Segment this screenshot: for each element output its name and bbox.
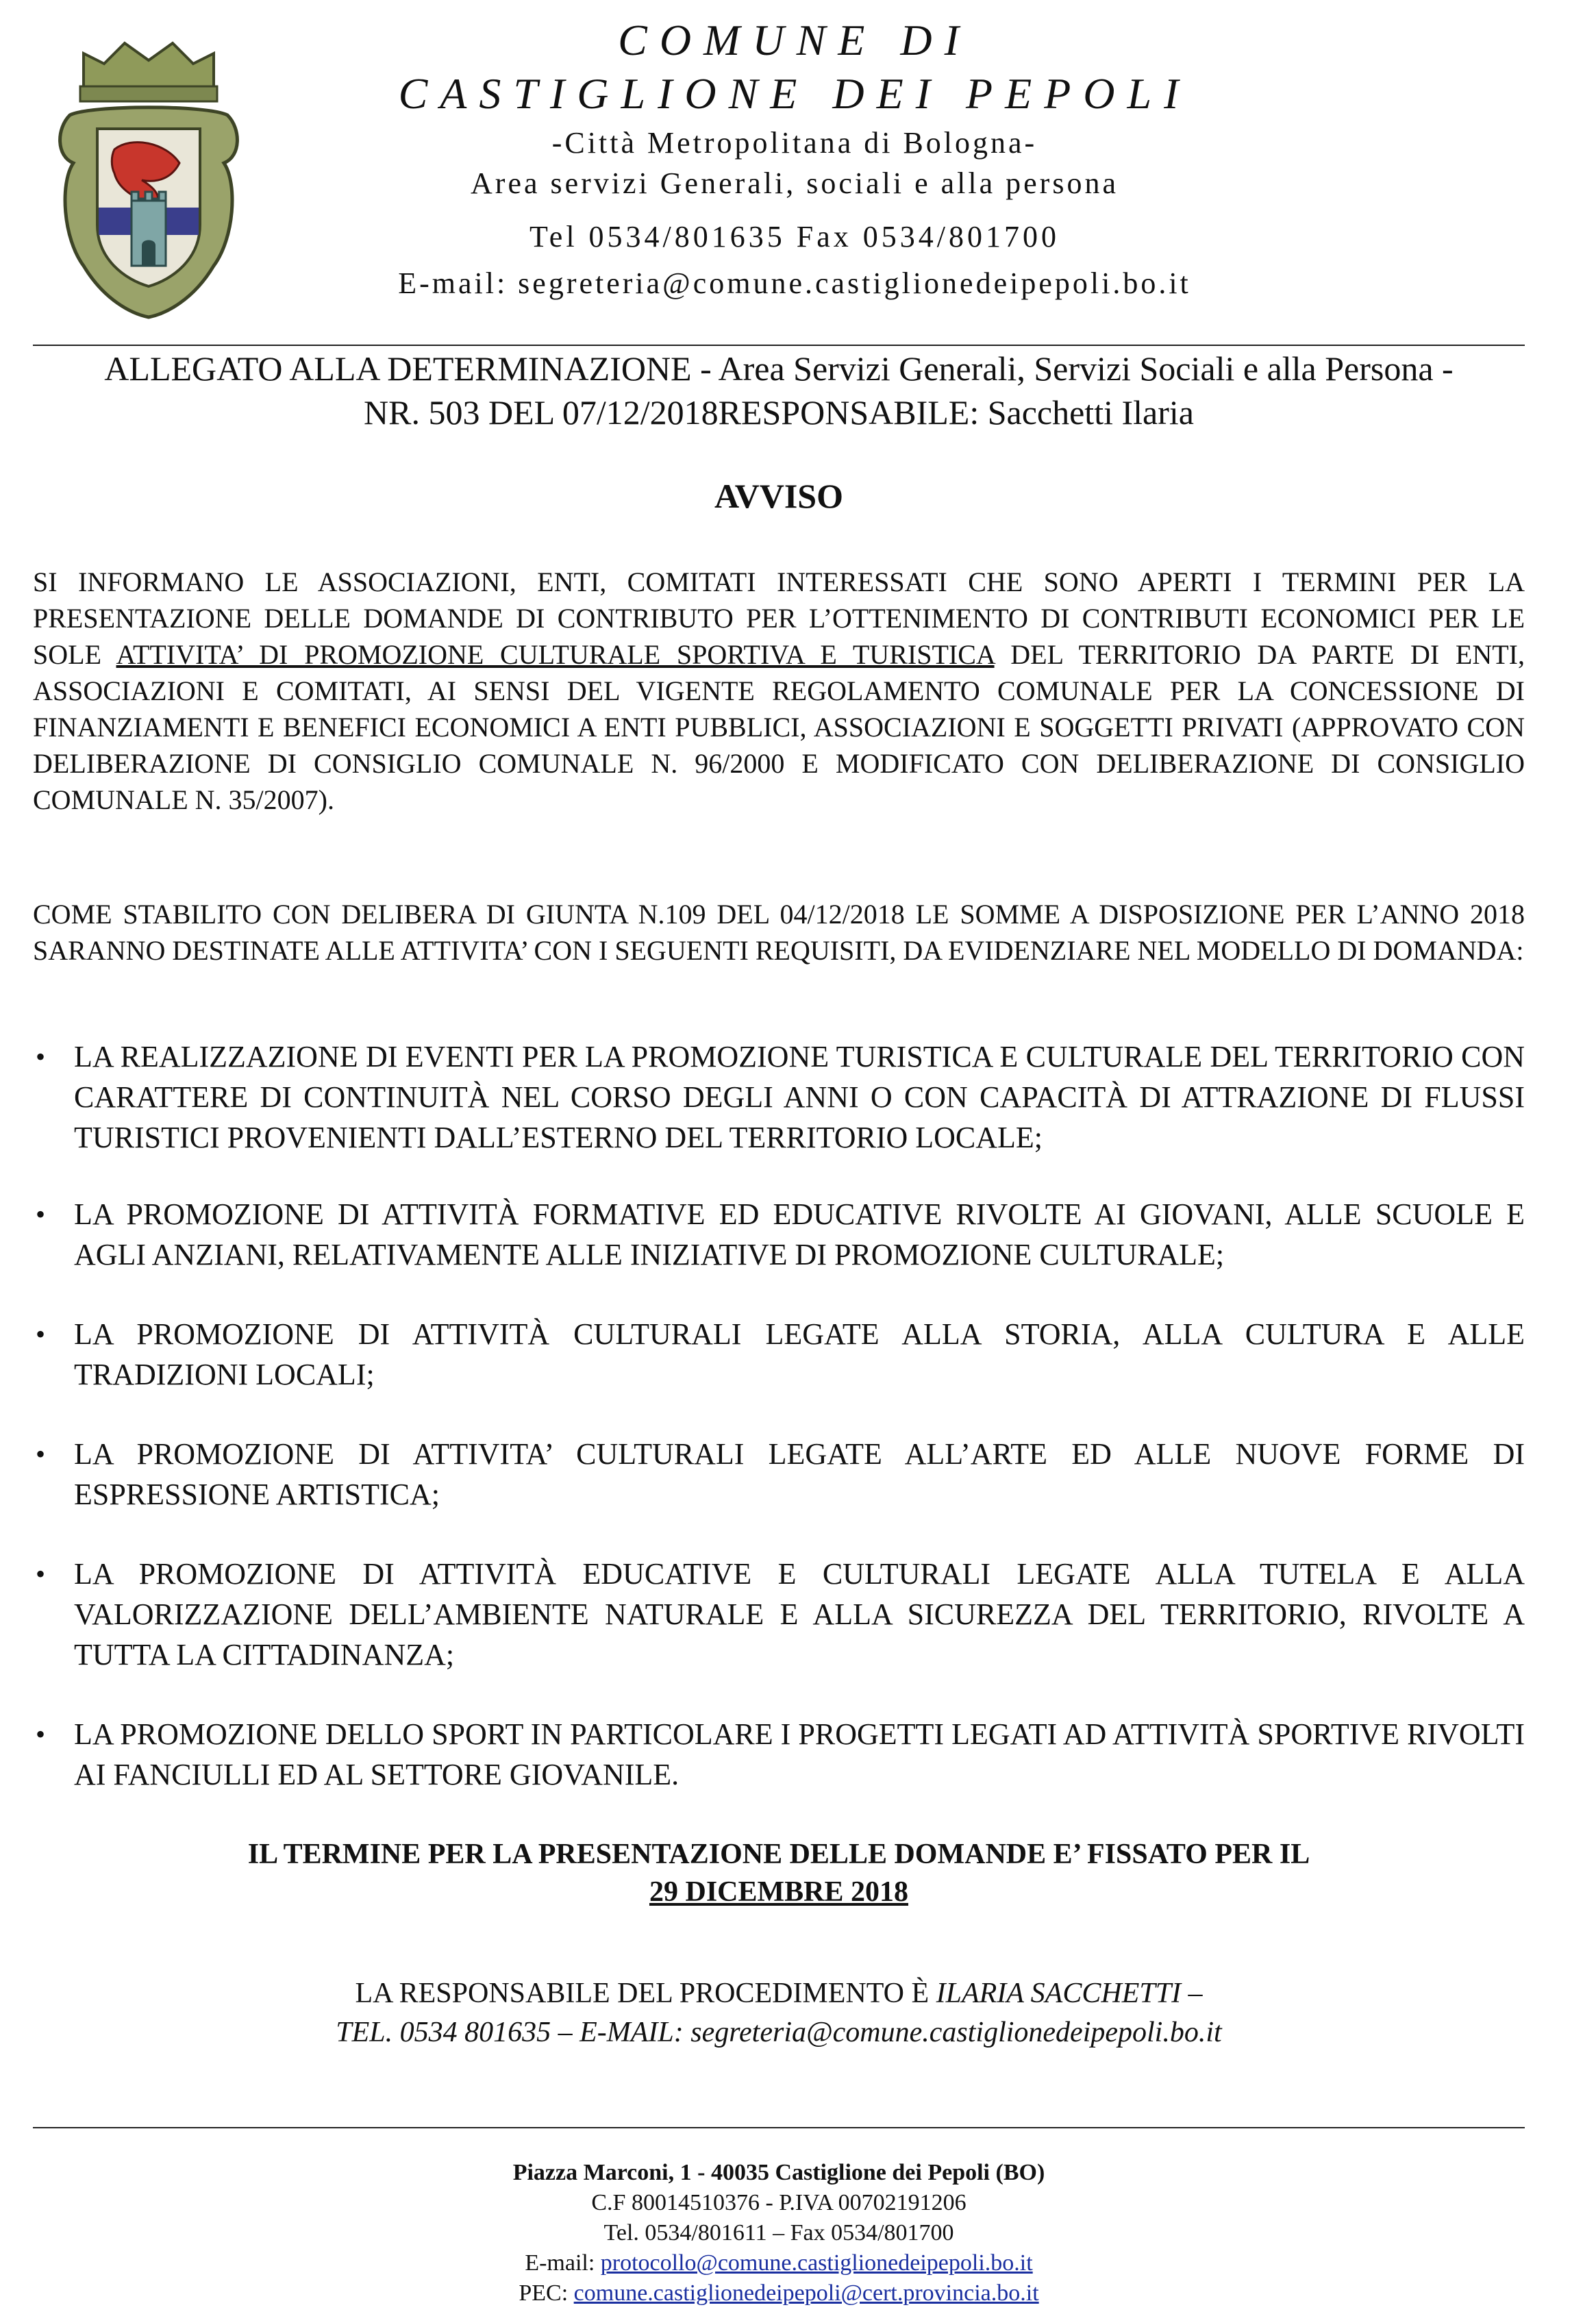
footer-email-label: E-mail:	[525, 2250, 601, 2276]
bullet-icon: •	[36, 1558, 46, 1589]
deadline-notice	[33, 1836, 1525, 1911]
list-item-text: LA PROMOZIONE DELLO SPORT IN PARTICOLARE I PROGETTI LEGATI AD ATTIVITÀ SPORTIVE RIVOLTI AI FANCIULLI ED AL SETTORE GIOVANILE.	[74, 1717, 1525, 1791]
header-divider	[33, 345, 1525, 346]
page-title: AVVISO	[714, 477, 844, 515]
list-item	[33, 1554, 1525, 1675]
header-municipality-name: CASTIGLIONE DEI PEPOLI	[398, 69, 1191, 118]
intro-paragraph	[33, 564, 1525, 818]
footer	[33, 2158, 1525, 2309]
list-item	[33, 1714, 1525, 1795]
responsible-name: ILARIA SACCHETTI –	[936, 1978, 1203, 2009]
header-metro-city: -Città Metropolitana di Bologna-	[551, 126, 1038, 160]
list-item-text: LA PROMOZIONE DI ATTIVITA’ CULTURALI LEGATE ALL’ARTE ED ALLE NUOVE FORME DI ESPRESSIONE ARTISTICA;	[74, 1437, 1525, 1511]
header-email: E-mail: segreteria@comune.castiglionedeipepoli.bo.it	[398, 266, 1191, 300]
footer-pec-link[interactable]: comune.castiglionedeipepoli@cert.provincia.bo.it	[573, 2280, 1039, 2306]
deadline-date: 29 DICEMBRE 2018	[649, 1876, 909, 1908]
list-item-text: LA PROMOZIONE DI ATTIVITÀ FORMATIVE ED EDUCATIVE RIVOLTE AI GIOVANI, ALLE SCUOLE E AGLI ANZIANI, RELATIVAMENTE ALLE INIZIATIVE DI PROMOZIONE CULTURALE;	[74, 1197, 1525, 1271]
footer-tax-codes: C.F 80014510376 - P.IVA 00702191206	[591, 2190, 967, 2215]
footer-email-link[interactable]: protocollo@comune.castiglionedeipepoli.bo.it	[600, 2250, 1033, 2276]
footer-pec-row	[33, 2278, 1525, 2309]
list-item-text: LA PROMOZIONE DI ATTIVITÀ EDUCATIVE E CULTURALI LEGATE ALLA TUTELA E ALLA VALORIZZAZIONE DELL’AMBIENTE NATURALE E ALLA SICUREZZA DEL TERRITORIO, RIVOLTE A TUTTA LA CITTADINANZA;	[74, 1557, 1525, 1671]
bullet-icon: •	[36, 1439, 46, 1469]
list-item	[33, 1036, 1525, 1158]
coat-of-arms-icon	[56, 40, 241, 321]
bullet-icon: •	[36, 1041, 46, 1072]
deadline-text: IL TERMINE PER LA PRESENTAZIONE DELLE DOMANDE E’ FISSATO PER IL	[247, 1839, 1310, 1870]
footer-pec-label: PEC:	[519, 2280, 574, 2306]
requirements-paragraph: COME STABILITO CON DELIBERA DI GIUNTA N.109 DEL 04/12/2018 LE SOMME A DISPOSIZIONE PER L’ANNO 2018 SARANNO DESTINATE ALLE ATTIVITA’ CON I SEGUENTI REQUISITI, DA EVIDENZIARE NEL MODELLO DI DOMANDA:	[33, 899, 1525, 966]
list-item-text: LA REALIZZAZIONE DI EVENTI PER LA PROMOZIONE TURISTICA E CULTURALE DEL TERRITORIO CON CARATTERE DI CONTINUITÀ NEL CORSO DEGLI ANNI O CON CAPACITÀ DI ATTRAZIONE DI FLUSSI TURISTICI PROVENIENTI DALL’ESTERNO DEL TERRITORIO LOCALE;	[74, 1040, 1525, 1154]
bullet-icon: •	[36, 1719, 46, 1750]
bullet-icon: •	[36, 1199, 46, 1230]
responsible-label: LA RESPONSABILE DEL PROCEDIMENTO È	[355, 1978, 936, 2009]
intro-underlined-activities: ATTIVITA’ DI PROMOZIONE CULTURALE SPORTIVA E TURISTICA	[116, 639, 995, 670]
bullet-icon: •	[36, 1319, 46, 1349]
footer-phone-fax: Tel. 0534/801611 – Fax 0534/801700	[603, 2220, 954, 2245]
allegato-line-2: NR. 503 DEL 07/12/2018RESPONSABILE: Sacchetti Ilaria	[364, 393, 1194, 432]
list-item	[33, 1434, 1525, 1515]
intro-text-end: DEL TERRITORIO DA PARTE DI ENTI, ASSOCIAZIONI E COMITATI, AI SENSI DEL VIGENTE REGOLAMENTO COMUNALE PER LA CONCESSIONE DI FINANZIAMENTI E BENEFICI ECONOMICI A ENTI PUBBLICI, ASSOCIAZIONI E SOGGETTI PRIVATI (APPROVATO CON DELIBERAZIONE DI CONSIGLIO COMUNALE N. 96/2000 E MODIFICATO CON DELIBERAZIONE DI CONSIGLIO COMUNALE N. 35/2007).	[33, 639, 1525, 815]
list-item	[33, 1194, 1525, 1275]
list-item-text: LA PROMOZIONE DI ATTIVITÀ CULTURALI LEGATE ALLA STORIA, ALLA CULTURA E ALLE TRADIZIONI LOCALI;	[74, 1317, 1525, 1391]
footer-email-row	[33, 2248, 1525, 2278]
footer-address: Piazza Marconi, 1 - 40035 Castiglione dei Pepoli (BO)	[512, 2160, 1045, 2185]
responsible-contact	[33, 1974, 1525, 2052]
intro-text-start: SI INFORMANO LE ASSOCIAZIONI, ENTI, COMITATI INTERESSATI CHE SONO APERTI I TERMINI PER LA PRESENTAZIONE DELLE DOMANDE DI CONTRIBUTO PER L’OTTENIMENTO DI CONTRIBUTI ECONOMICI PER LE SOLE	[33, 567, 1525, 670]
header-comune: COMUNE DI	[618, 16, 971, 64]
header-phone-fax: Tel 0534/801635 Fax 0534/801700	[529, 220, 1060, 253]
header-department: Area servizi Generali, sociali e alla persona	[471, 166, 1119, 200]
list-item	[33, 1314, 1525, 1395]
footer-divider	[33, 2127, 1525, 2128]
allegato-line-1: ALLEGATO ALLA DETERMINAZIONE - Area Servizi Generali, Servizi Sociali e alla Persona -	[104, 349, 1454, 388]
responsible-phone-email: TEL. 0534 801635 – E-MAIL: segreteria@comune.castiglionedeipepoli.bo.it	[336, 2017, 1222, 2048]
